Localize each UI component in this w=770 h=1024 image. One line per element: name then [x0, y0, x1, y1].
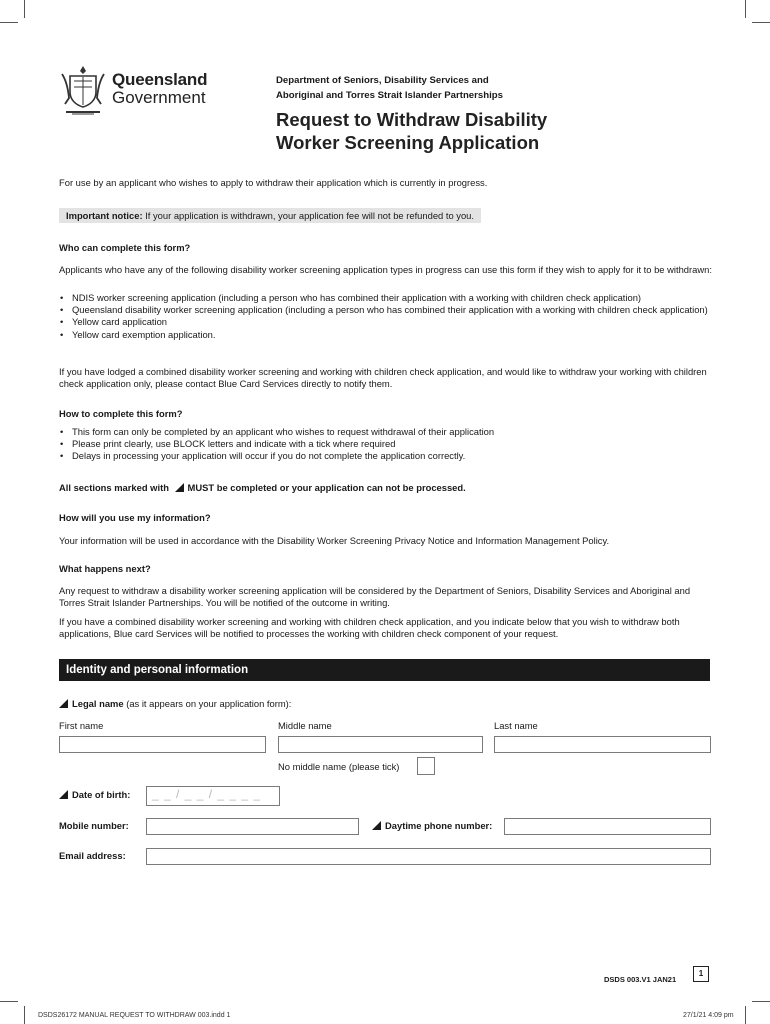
next-heading: What happens next? [59, 563, 151, 574]
department-name: Department of Seniors, Disability Services and Aboriginal and Torres Strait Islander Partnerships [276, 75, 503, 101]
use-text: Your information will be used in accordance with the Disability Worker Screening Privacy Notice and Information Management Policy. [59, 535, 610, 546]
date-of-birth-mask: _ _ / _ _ / _ _ _ _ [152, 787, 262, 801]
page-number: 1 [693, 966, 709, 982]
email-address-label: Email address: [59, 850, 126, 861]
who-paragraph: Applicants who have any of the following disability worker screening application types in progress can use this form if they wish to apply for it to be withdrawn: [59, 264, 712, 275]
who-heading: Who can complete this form? [59, 242, 191, 253]
notice-label: Important notice: [66, 210, 143, 221]
crop-mark [0, 1001, 18, 1002]
print-slug-filename: DSDS26172 MANUAL REQUEST TO WITHDRAW 003.indd 1 [38, 1012, 231, 1019]
mandatory-triangle-icon [59, 699, 68, 708]
email-address-field[interactable] [146, 848, 711, 865]
list-item: • This form can only be completed by an applicant who wishes to request withdrawal of their application [59, 426, 714, 438]
list-item: • Delays in processing your application will occur if you do not complete the application correctly. [59, 450, 714, 462]
mandatory-triangle-icon [59, 790, 68, 799]
crop-mark [24, 0, 25, 18]
date-of-birth-label: Date of birth: [59, 789, 130, 801]
queensland-government-logo [58, 62, 228, 118]
how-heading: How to complete this form? [59, 408, 183, 419]
notice-text: If your application is withdrawn, your application fee will not be refunded to you. [142, 210, 475, 221]
crop-mark [745, 1006, 746, 1024]
list-item: • Please print clearly, use BLOCK letters and indicate with a tick where required [59, 438, 714, 450]
next-paragraph-1: Any request to withdraw a disability worker screening application will be considered by the Department of Seniors, Disability Services and Aboriginal and Torres Strait Islander Partnerships. You will be notified of the outcome in writing. [59, 585, 691, 609]
crop-mark [24, 1006, 25, 1024]
mandatory-triangle-icon [372, 821, 381, 830]
list-item: • Yellow card application [59, 316, 714, 328]
mandatory-sections-note: All sections marked with MUST be completed or your application can not be processed. [59, 482, 466, 493]
important-notice [59, 208, 481, 223]
no-middle-name-label: No middle name (please tick) [278, 761, 400, 772]
crop-mark [745, 0, 746, 18]
daytime-phone-label: Daytime phone number: [372, 820, 492, 832]
next-paragraph-2: If you have a combined disability worker screening and working with children check application, and you indicate below that you wish to withdraw both applications, Blue card Services will be notified to processes the working with children check component of your request. [59, 616, 680, 640]
no-middle-name-checkbox[interactable] [417, 757, 435, 775]
mobile-number-field[interactable] [146, 818, 359, 835]
middle-name-field[interactable] [278, 736, 483, 753]
section-header-identity: Identity and personal information [59, 659, 710, 681]
crop-mark [0, 22, 18, 23]
logo-wordmark-queensland: Queensland [112, 70, 208, 89]
crop-mark [752, 22, 770, 23]
logo-wordmark-government: Government [112, 88, 206, 107]
last-name-field[interactable] [494, 736, 711, 753]
how-list [59, 426, 714, 463]
middle-name-label: Middle name [278, 720, 332, 731]
who-list [59, 292, 714, 341]
legal-name-label: Legal name (as it appears on your application form): [59, 698, 291, 710]
use-heading: How will you use my information? [59, 512, 211, 523]
first-name-label: First name [59, 720, 104, 731]
list-item: • Queensland disability worker screening application (including a person who has combined their application with a working with children check application) [59, 304, 714, 316]
first-name-field[interactable] [59, 736, 266, 753]
coat-of-arms-icon [58, 62, 108, 118]
list-item: • Yellow card exemption application. [59, 329, 714, 341]
mandatory-triangle-icon [175, 483, 184, 492]
form-title: Request to Withdraw Disability Worker Screening Application [276, 109, 548, 153]
last-name-label: Last name [494, 720, 538, 731]
daytime-phone-field[interactable] [504, 818, 711, 835]
list-item: • NDIS worker screening application (including a person who has combined their application with a working with children check application) [59, 292, 714, 304]
crop-mark [752, 1001, 770, 1002]
print-slug-date: 27/1/21 4:09 pm [683, 1012, 734, 1019]
form-code: DSDS 003.V1 JAN21 [604, 975, 677, 984]
intro-text: For use by an applicant who wishes to apply to withdraw their application which is currently in progress. [59, 177, 488, 188]
combined-application-note: If you have lodged a combined disability worker screening and working with children check application, and would like to withdraw your working with children check application only, please contact Blue Card Services directly to notify them. [59, 366, 707, 390]
mobile-number-label: Mobile number: [59, 820, 129, 831]
